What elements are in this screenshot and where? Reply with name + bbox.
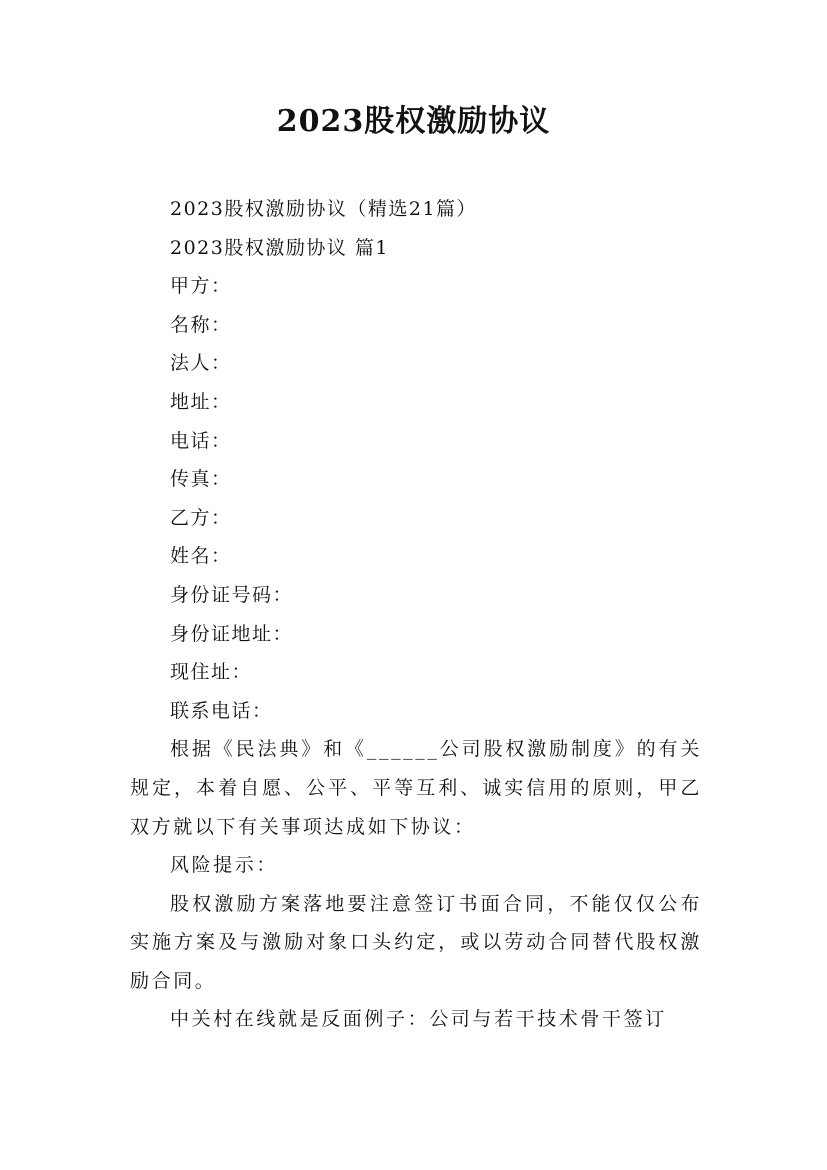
name-field-label: 名称： [170, 313, 232, 336]
id-address-label: 身份证地址： [170, 622, 294, 645]
risk-notice-heading: 风险提示： [170, 854, 279, 877]
party-b-label: 乙方： [170, 506, 232, 529]
example-paragraph: 中关村在线就是反面例子：公司与若干技术骨干签订 [170, 1008, 667, 1031]
intro-paragraph: 根据《民法典》和《______公司股权激励制度》的有关规定，本着自愿、公平、平等互利、诚实信用的原则，甲乙双方就以下有关事项达成如下协议： [130, 738, 702, 838]
subtitle-line: 2023股权激励协议（精选21篇） [170, 198, 478, 220]
person-name-label: 姓名： [170, 545, 232, 568]
document-body [130, 190, 702, 1039]
legal-person-label: 法人： [170, 352, 232, 375]
party-a-label: 甲方： [170, 275, 232, 298]
document-title: 2023股权激励协议 [276, 104, 551, 139]
contact-phone-label: 联系电话： [170, 699, 273, 722]
section-heading: 2023股权激励协议 篇1 [170, 236, 389, 259]
risk-notice-paragraph: 股权激励方案落地要注意签订书面合同，不能仅仅公布实施方案及与激励对象口头约定，或以劳动合同替代股权激励合同。 [130, 892, 702, 992]
phone-label: 电话： [170, 429, 232, 452]
fax-label: 传真： [170, 468, 232, 491]
current-address-label: 现住址： [170, 661, 253, 684]
id-number-label: 身份证号码： [170, 583, 294, 606]
address-label: 地址： [170, 390, 232, 413]
